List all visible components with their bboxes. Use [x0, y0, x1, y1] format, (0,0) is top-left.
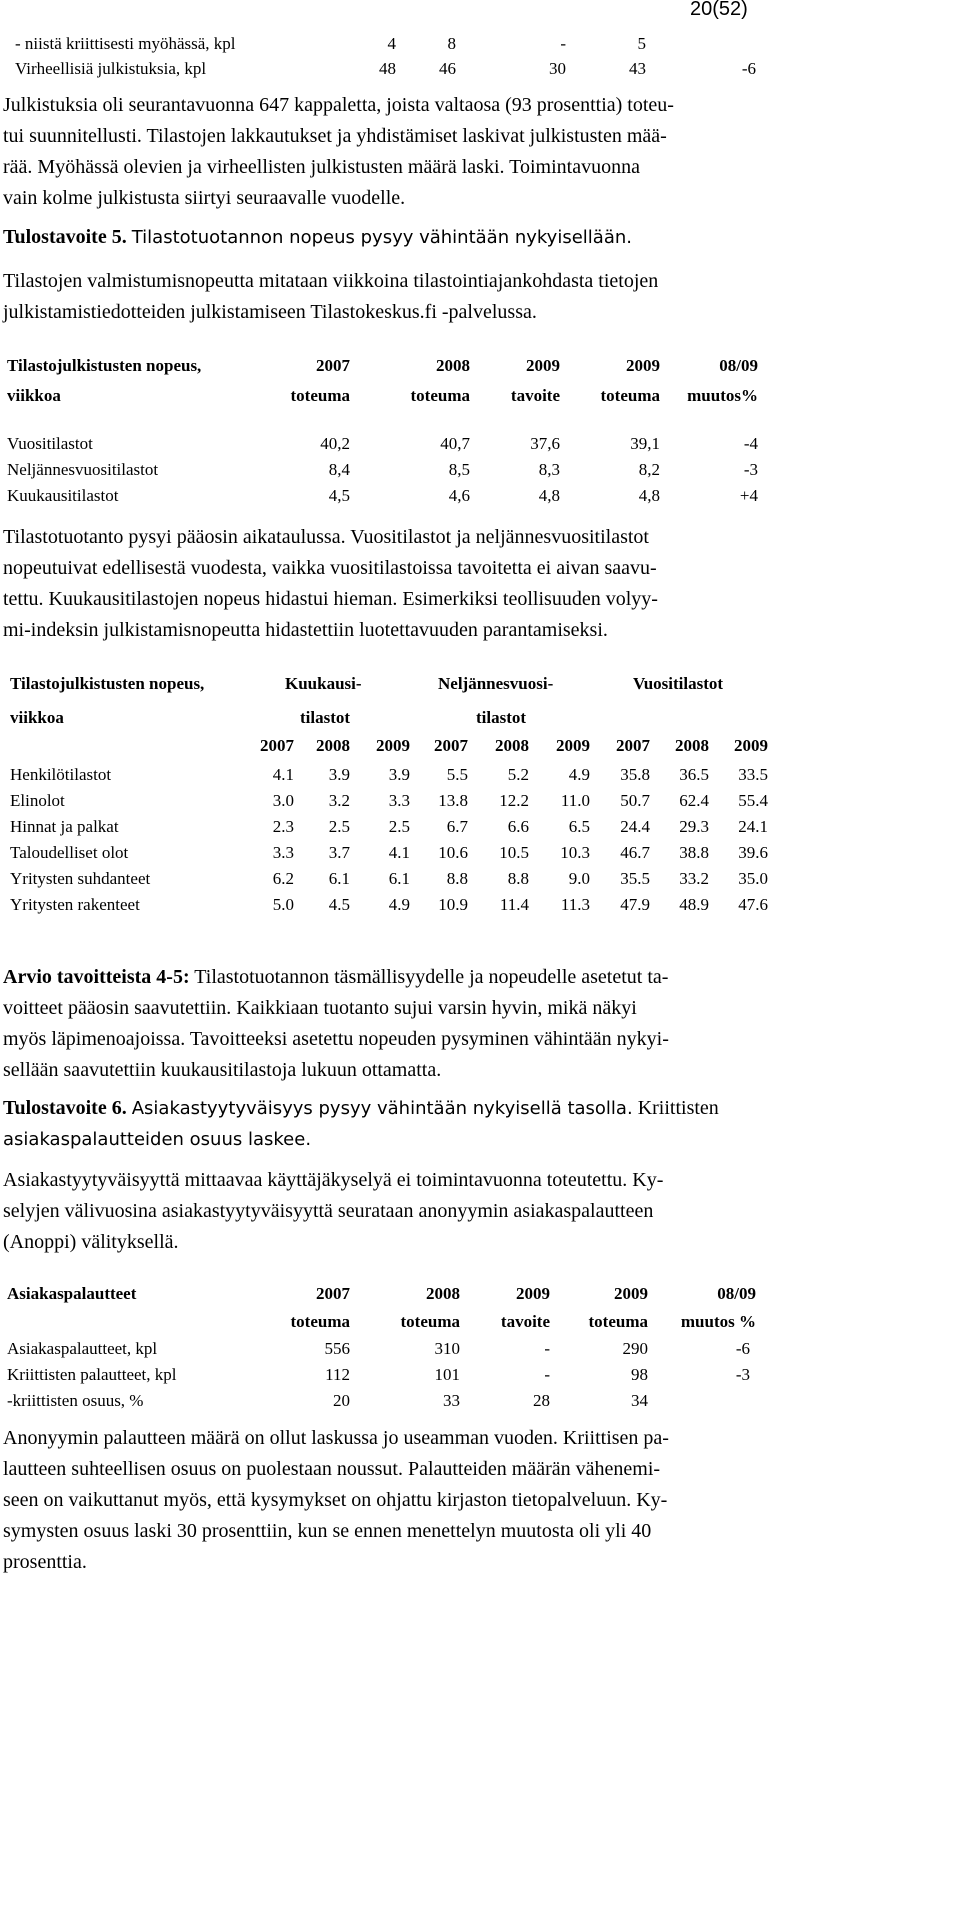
cell: 4.5: [328, 895, 350, 914]
cell: -3: [735, 1365, 750, 1384]
header-cell: Tilastojulkistusten nopeus,: [7, 356, 202, 375]
header-cell: tavoite: [510, 386, 560, 405]
cell: 3.3: [388, 791, 410, 810]
text-line: Julkistuksia oli seurantavuonna 647 kappaletta, joista valtaosa (93 prosenttia) toteu-: [3, 94, 674, 116]
header-cell: 2007: [316, 1284, 350, 1303]
cell: 6.5: [568, 817, 590, 836]
cell: 3.3: [272, 843, 294, 862]
header-cell: Asiakaspalautteet: [7, 1284, 137, 1303]
row-label: - niistä kriittisesti myöhässä, kpl: [15, 34, 236, 53]
cell: 40,7: [440, 434, 470, 453]
text-line: myös läpimenoajoissa. Tavoitteeksi asetettu nopeuden pysyminen vähintään nykyi-: [3, 1028, 669, 1050]
cell: 39.6: [738, 843, 768, 862]
cell: 112: [325, 1365, 350, 1384]
goal-text: Tilastotuotannon nopeus pysyy vähintään nykyisellään.: [131, 227, 632, 248]
cell: 3.9: [388, 765, 410, 784]
cell: 290: [622, 1339, 648, 1358]
cell: 8,2: [638, 460, 660, 479]
row-label: Yritysten rakenteet: [10, 895, 140, 914]
text-line: rää. Myöhässä olevien ja virheellisten julkistusten määrä laski. Toimintavuonna: [3, 156, 640, 178]
text-line: (Anoppi) välityksellä.: [3, 1231, 179, 1253]
cell: -: [544, 1339, 550, 1358]
header-cell: viikkoa: [7, 386, 61, 405]
row-label: Elinolot: [10, 791, 65, 810]
cell: 556: [324, 1339, 350, 1358]
cell: 46.7: [620, 843, 650, 862]
header-cell: muutos %: [680, 1312, 756, 1331]
cell: 35.5: [620, 869, 650, 888]
goal-text: Asiakastyytyväisyys pysyy vähintään nykyisellä tasolla.: [131, 1098, 633, 1119]
cell: 48: [379, 59, 396, 78]
cell: 4: [387, 34, 396, 53]
cell: 12.2: [499, 791, 529, 810]
feedback-table: [0, 1284, 960, 1414]
cell: -: [560, 34, 566, 53]
cell: 35.8: [620, 765, 650, 784]
cell: 8: [447, 34, 456, 53]
text-line: tettu. Kuukausitilastojen nopeus hidastui hieman. Esimerkiksi teollisuuden volyy-: [3, 588, 658, 610]
cell: 4.1: [388, 843, 410, 862]
group-header: tilastot: [476, 708, 527, 727]
text-line: vain kolme julkistusta siirtyi seuraavalle vuodelle.: [3, 187, 406, 209]
cell: 43: [629, 59, 646, 78]
text-line: Tilastotuotannon täsmällisyydelle ja nopeudelle asetetut ta-: [189, 966, 669, 988]
assessment-paragraph: [3, 962, 955, 1086]
cell: +4: [739, 486, 758, 505]
cell: 33.5: [738, 765, 768, 784]
header-cell: 08/09: [719, 356, 758, 375]
cell: 4,8: [638, 486, 660, 505]
row-label: -kriittisten osuus, %: [7, 1391, 144, 1410]
cell: 39,1: [630, 434, 660, 453]
cell: 6.2: [272, 869, 294, 888]
year-cell: 2009: [556, 736, 590, 755]
cell: 4,8: [538, 486, 560, 505]
cell: 3.0: [272, 791, 294, 810]
cell: 5.0: [272, 895, 294, 914]
paragraph: [3, 522, 955, 646]
cell: 33: [443, 1391, 460, 1410]
text-line: sellään saavutettiin kuukausitilastoja lukuun ottamatta.: [3, 1059, 442, 1081]
cell: 9.0: [568, 869, 590, 888]
paragraph: [3, 1423, 955, 1578]
header-cell: 2008: [436, 356, 470, 375]
cell: 4.9: [568, 765, 590, 784]
cell: 6.6: [507, 817, 529, 836]
cell: 8.8: [446, 869, 468, 888]
goal-label: Tulostavoite 5.: [3, 226, 127, 248]
row-label: Kuukausitilastot: [7, 486, 119, 505]
cell: 11.4: [499, 895, 529, 914]
text-line: seen on vaikuttanut myös, että kysymykset on ohjattu kirjaston tietopalveluun. Ky-: [3, 1489, 668, 1511]
cell: 10.9: [438, 895, 468, 914]
cell: 10.5: [499, 843, 529, 862]
page-number: 20(52): [690, 0, 748, 20]
cell: 24.1: [738, 817, 768, 836]
cell: 62.4: [679, 791, 709, 810]
row-label: Neljännesvuositilastot: [7, 460, 159, 479]
text-line: Asiakastyytyväisyyttä mittaavaa käyttäjäkyselyä ei toimintavuonna toteutettu. Ky-: [3, 1169, 664, 1191]
header-cell: toteuma: [290, 386, 350, 405]
header-cell: 2009: [614, 1284, 648, 1303]
cell: 5: [637, 34, 646, 53]
text-line: Anonyymin palautteen määrä on ollut laskussa jo useamman vuoden. Kriittisen pa-: [3, 1427, 669, 1449]
header-cell: 08/09: [717, 1284, 756, 1303]
table-title: viikkoa: [10, 708, 64, 727]
cell: 30: [549, 59, 566, 78]
assessment-label: Arvio tavoitteista 4-5:: [3, 966, 190, 988]
header-cell: muutos%: [687, 386, 758, 405]
cell: -6: [741, 59, 756, 78]
cell: 11.0: [560, 791, 590, 810]
table-title: Tilastojulkistusten nopeus,: [10, 674, 205, 693]
row-label: Yritysten suhdanteet: [10, 869, 151, 888]
year-cell: 2008: [495, 736, 529, 755]
cell: -3: [743, 460, 758, 479]
header-cell: toteuma: [410, 386, 470, 405]
cell: 55.4: [738, 791, 768, 810]
year-cell: 2009: [734, 736, 768, 755]
cell: 40,2: [320, 434, 350, 453]
cell: 98: [631, 1365, 648, 1384]
goal-label: Tulostavoite 6.: [3, 1097, 127, 1119]
row-label: Henkilötilastot: [10, 765, 112, 784]
header-cell: 2008: [426, 1284, 460, 1303]
cell: 8,3: [538, 460, 560, 479]
cell: 3.9: [328, 765, 350, 784]
goal-text: asiakaspalautteiden osuus laskee.: [3, 1129, 312, 1150]
paragraph: [3, 266, 955, 328]
text-line: Tilastotuotanto pysyi pääosin aikataulussa. Vuositilastot ja neljännesvuositilastot: [3, 526, 649, 548]
paragraph: [3, 90, 955, 214]
text-line: voitteet pääosin saavutettiin. Kaikkiaan tuotanto sujui varsin hyvin, mikä näkyi: [3, 997, 637, 1019]
cell: 29.3: [679, 817, 709, 836]
header-cell: toteuma: [600, 386, 660, 405]
paragraph: [3, 1165, 955, 1258]
row-label: Kriittisten palautteet, kpl: [7, 1365, 177, 1384]
header-cell: 2009: [516, 1284, 550, 1303]
header-cell: 2009: [626, 356, 660, 375]
cell: 5.5: [446, 765, 468, 784]
cell: -4: [743, 434, 758, 453]
row-label: Virheellisiä julkistuksia, kpl: [15, 59, 207, 78]
cell: 13.8: [438, 791, 468, 810]
cell: 47.6: [738, 895, 768, 914]
cell: 310: [434, 1339, 460, 1358]
cell: 4.1: [272, 765, 294, 784]
cell: 2.5: [388, 817, 410, 836]
cell: 46: [439, 59, 456, 78]
group-header: Vuositilastot: [633, 674, 724, 693]
cell: 3.2: [328, 791, 350, 810]
cell: 24.4: [620, 817, 650, 836]
year-cell: 2008: [675, 736, 709, 755]
cell: 36.5: [679, 765, 709, 784]
cell: 34: [631, 1391, 648, 1410]
text-line: nopeutuivat edellisestä vuodesta, vaikka vuositilastoissa tavoitetta ei aivan saavu-: [3, 557, 657, 579]
cell: 38.8: [679, 843, 709, 862]
cell: 48.9: [679, 895, 709, 914]
speed-table: [0, 356, 960, 506]
text-line: symysten osuus laski 30 prosenttiin, kun se ennen menettelyn muutosta oli yli 40: [3, 1520, 652, 1542]
top-table: [0, 34, 960, 86]
year-cell: 2009: [376, 736, 410, 755]
text-line: prosenttia.: [3, 1551, 87, 1573]
cell: 8,5: [448, 460, 470, 479]
row-label: Vuositilastot: [7, 434, 93, 453]
text-line: Tilastojen valmistumisnopeutta mitataan viikkoina tilastointiajankohdasta tietojen: [3, 270, 659, 292]
cell: 3.7: [328, 843, 350, 862]
header-cell: tavoite: [500, 1312, 550, 1331]
cell: 28: [533, 1391, 550, 1410]
goal-heading: [3, 1093, 955, 1155]
cell: 4,5: [328, 486, 350, 505]
cell: 20: [333, 1391, 350, 1410]
group-header: tilastot: [300, 708, 351, 727]
year-cell: 2008: [316, 736, 350, 755]
cell: 11.3: [560, 895, 590, 914]
header-cell: toteuma: [290, 1312, 350, 1331]
cell: 35.0: [738, 869, 768, 888]
cell: 5.2: [507, 765, 529, 784]
cell: 6.1: [388, 869, 410, 888]
header-cell: 2009: [526, 356, 560, 375]
year-cell: 2007: [260, 736, 294, 755]
cell: 2.3: [272, 817, 294, 836]
cell: 8,4: [328, 460, 350, 479]
goal-heading: [3, 226, 632, 249]
text-line: selyjen välivuosina asiakastyytyväisyyttä seurataan anonyymin asiakaspalautteen: [3, 1200, 654, 1222]
row-label: Taloudelliset olot: [10, 843, 129, 862]
group-header: Neljännesvuosi-: [438, 674, 554, 693]
text-line: tui suunnitellusti. Tilastojen lakkautukset ja yhdistämiset laskivat julkistusten mää-: [3, 125, 667, 147]
cell: 50.7: [620, 791, 650, 810]
header-cell: 2007: [316, 356, 350, 375]
cell: 8.8: [507, 869, 529, 888]
text-line: mi-indeksin julkistamisnopeutta hidastettiin luotettavuuden parantamiseksi.: [3, 619, 608, 641]
cell: 2.5: [328, 817, 350, 836]
group-header: Kuukausi-: [285, 674, 362, 693]
cell: 47.9: [620, 895, 650, 914]
header-cell: toteuma: [400, 1312, 460, 1331]
cell: 10.6: [438, 843, 468, 862]
speed-by-topic-table: [0, 674, 960, 914]
year-cell: 2007: [616, 736, 650, 755]
year-cell: 2007: [434, 736, 468, 755]
header-cell: toteuma: [588, 1312, 648, 1331]
cell: 4.9: [388, 895, 410, 914]
cell: 6.1: [328, 869, 350, 888]
row-label: Asiakaspalautteet, kpl: [7, 1339, 158, 1358]
goal-text: Kriittisten: [632, 1097, 719, 1119]
cell: 37,6: [530, 434, 560, 453]
row-label: Hinnat ja palkat: [10, 817, 119, 836]
cell: -: [544, 1365, 550, 1384]
cell: 10.3: [560, 843, 590, 862]
cell: 33.2: [679, 869, 709, 888]
cell: -6: [735, 1339, 750, 1358]
cell: 6.7: [446, 817, 468, 836]
text-line: julkistamistiedotteiden julkistamiseen Tilastokeskus.fi -palvelussa.: [3, 301, 537, 323]
text-line: lautteen suhteellisen osuus on puolestaan noussut. Palautteiden määrän vähenemi-: [3, 1458, 661, 1480]
cell: 4,6: [448, 486, 470, 505]
cell: 101: [434, 1365, 460, 1384]
